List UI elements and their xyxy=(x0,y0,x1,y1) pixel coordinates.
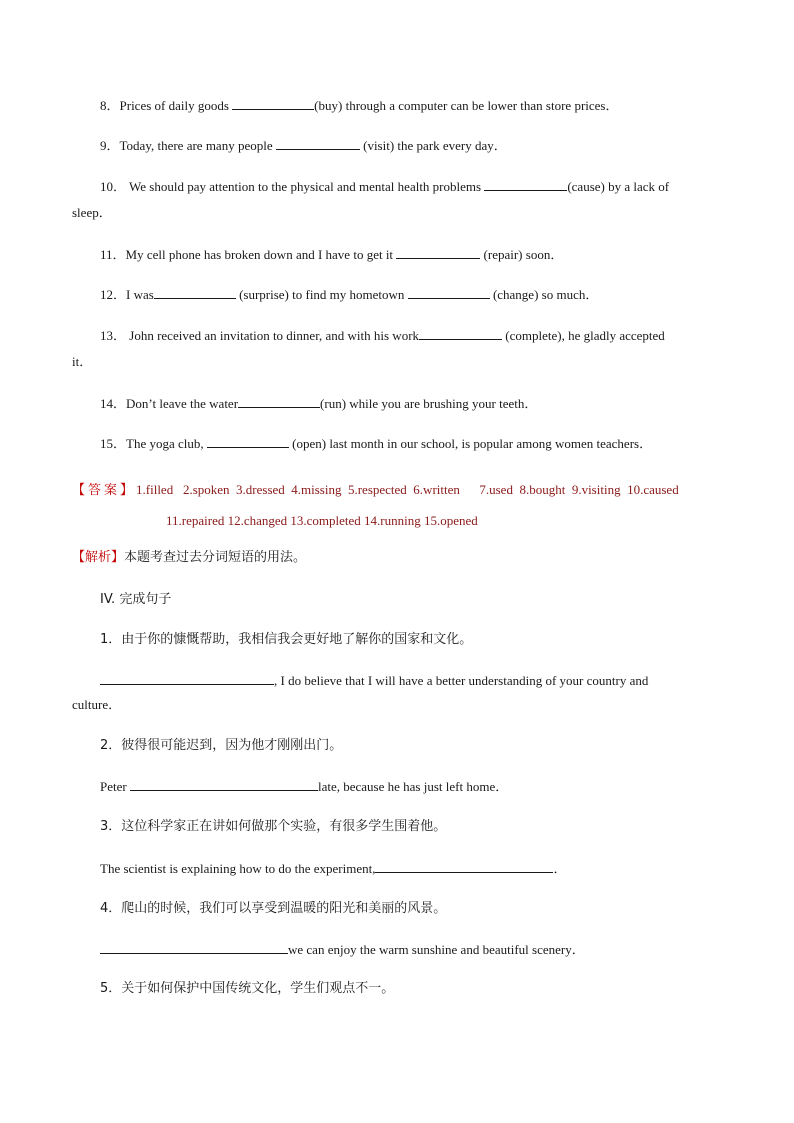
sentence-number: 5． xyxy=(100,981,122,996)
question-number: 14． xyxy=(100,396,127,411)
sentence-number: 4． xyxy=(100,901,122,916)
analysis-block xyxy=(72,549,306,567)
sentence-2-chinese xyxy=(100,737,342,755)
question-text: (change) so much． xyxy=(489,287,599,302)
answer-blank[interactable] xyxy=(484,177,567,191)
sentence-3-chinese xyxy=(100,818,446,836)
answer-line-1: 1.filled 2.spoken 3.dressed 4.missing 5.respected 6.written 7.used 8.bought 9.visiting 10.caused xyxy=(136,482,679,497)
question-13-continued: it． xyxy=(72,354,93,369)
question-number: 12． xyxy=(100,287,127,302)
sentence-english-text: late, because he has just left home． xyxy=(317,779,509,794)
section-title: IV. 完成句子 xyxy=(100,592,172,607)
analysis-tag: 【解析】 xyxy=(72,550,125,565)
answer-blank[interactable] xyxy=(100,671,274,685)
sentence-number: 1． xyxy=(100,632,122,647)
sentence-chinese-text: 这位科学家正在讲如何做那个实验，有很多学生围着他。 xyxy=(121,819,447,834)
answer-tag: 【答案】 xyxy=(72,483,137,498)
question-text: (surprise) to find my hometown xyxy=(235,287,408,302)
question-text: I was xyxy=(126,287,154,302)
answer-blank[interactable] xyxy=(130,777,318,791)
question-text: Prices of daily goods xyxy=(119,98,233,113)
sentence-english-text: , I do believe that I will have a better understanding of your country and xyxy=(274,673,649,688)
sentence-1-chinese xyxy=(100,631,472,649)
sentence-chinese-text: 由于你的慷慨帮助，我相信我会更好地了解你的国家和文化。 xyxy=(121,632,473,647)
sentence-english-text: The scientist is explaining how to do the experiment, xyxy=(100,861,376,876)
question-text: My cell phone has broken down and I have to get it xyxy=(125,247,397,262)
sentence-3-english xyxy=(100,859,567,878)
question-11 xyxy=(100,245,563,264)
sentence-chinese-text: 关于如何保护中国传统文化，学生们观点不一。 xyxy=(121,981,395,996)
answer-blank[interactable] xyxy=(375,859,553,873)
answer-block xyxy=(72,481,679,500)
sentence-chinese-text: 爬山的时候，我们可以享受到温暖的阳光和美丽的风景。 xyxy=(121,901,447,916)
question-13 xyxy=(100,326,722,345)
question-text: (repair) soon． xyxy=(480,247,564,262)
question-number: 11． xyxy=(100,247,126,262)
answer-blank[interactable] xyxy=(396,245,480,259)
question-text: (open) last month in our school, is popular among women teachers． xyxy=(288,436,653,451)
answer-blank[interactable] xyxy=(276,136,360,150)
answer-blank[interactable] xyxy=(207,434,289,448)
question-text: Don’t leave the water xyxy=(126,396,239,411)
sentence-english-text: we can enjoy the warm sunshine and beautiful scenery． xyxy=(288,942,585,957)
answer-blank[interactable] xyxy=(408,285,490,299)
answer-line-2: 11.repaired 12.changed 13.completed 14.running 15.opened xyxy=(166,513,478,528)
sentence-4-chinese xyxy=(100,900,446,918)
question-10-continued: sleep． xyxy=(72,205,112,220)
question-number: 13． xyxy=(100,328,127,343)
question-text: (buy) through a computer can be lower than store prices． xyxy=(314,98,619,113)
question-text: John received an invitation to dinner, and with his work xyxy=(129,328,420,343)
question-12 xyxy=(100,285,598,304)
answer-blank[interactable] xyxy=(232,96,314,110)
answer-blank[interactable] xyxy=(419,326,502,340)
question-text: The yoga club, xyxy=(126,436,207,451)
sentence-english-text: Peter xyxy=(100,779,130,794)
question-text: (complete), he gladly accepted xyxy=(502,328,665,343)
sentence-chinese-text: 彼得很可能迟到，因为他才刚刚出门。 xyxy=(121,738,343,753)
question-10 xyxy=(100,177,722,196)
question-number: 10． xyxy=(100,179,127,194)
sentence-english-text: ． xyxy=(553,861,567,876)
sentence-number: 2． xyxy=(100,738,122,753)
question-text: (cause) by a lack of xyxy=(567,179,670,194)
question-number: 9． xyxy=(100,138,120,153)
question-8 xyxy=(100,96,619,115)
answer-blank[interactable] xyxy=(154,285,236,299)
sentence-2-english xyxy=(100,777,508,796)
question-9 xyxy=(100,136,507,155)
sentence-5-chinese xyxy=(100,980,394,998)
question-text: (visit) the park every day． xyxy=(359,138,507,153)
question-text: Today, there are many people xyxy=(119,138,276,153)
answer-blank[interactable] xyxy=(238,394,320,408)
question-number: 8． xyxy=(100,98,120,113)
sentence-4-english xyxy=(100,940,585,959)
question-text: We should pay attention to the physical and mental health problems xyxy=(129,179,485,194)
question-number: 15． xyxy=(100,436,127,451)
question-text: (run) while you are brushing your teeth． xyxy=(320,396,538,411)
question-14 xyxy=(100,394,537,413)
question-15 xyxy=(100,434,652,453)
sentence-1-english xyxy=(100,671,722,690)
sentence-1-continued: culture． xyxy=(72,697,122,712)
sentence-number: 3． xyxy=(100,819,122,834)
answer-blank[interactable] xyxy=(100,940,288,954)
analysis-text: 本题考查过去分词短语的用法。 xyxy=(124,550,307,565)
